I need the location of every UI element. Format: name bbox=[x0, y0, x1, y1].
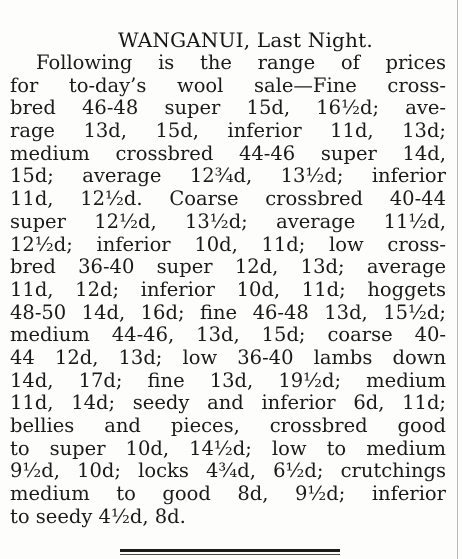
article-line: super 12½d, 13½d; average 11½d, bbox=[10, 209, 446, 233]
article-line: 11d, 12d; inferior 10d, 11d; hoggets bbox=[10, 277, 446, 301]
article-line: Following is the range of prices bbox=[36, 51, 446, 74]
article-body bbox=[10, 52, 446, 528]
article-line: to super 10d, 14½d; low to medium bbox=[10, 436, 446, 460]
column-rule bbox=[457, 0, 458, 559]
column-end-rule-thin bbox=[120, 554, 340, 555]
article-line: rage 13d, 15d, inferior 11d, 13d; bbox=[10, 119, 446, 143]
article-line: 48-50 14d, 16d; fine 46-48 13d, 15½d; bbox=[10, 300, 446, 324]
article-line: 9½d, 10d; locks 4¾d, 6½d; crutchings bbox=[10, 459, 446, 483]
article-line: bellies and pieces, crossbred good bbox=[10, 414, 446, 437]
article-line: 44 12d, 13d; low 36-40 lambs down bbox=[10, 345, 446, 369]
article-headline: WANGANUI, Last Night. bbox=[118, 28, 373, 52]
article-line: medium crossbred 44-46 super 14d, bbox=[10, 141, 446, 165]
article-line: 15d; average 12¾d, 13½d; inferior bbox=[10, 164, 446, 188]
article-line: for to-day’s wool sale—Fine cross- bbox=[10, 73, 446, 97]
article-line: 14d, 17d; fine 13d, 19½d; medium bbox=[10, 368, 446, 392]
article-line: to seedy 4½d, 8d. bbox=[10, 504, 186, 528]
article-line: 12½d; inferior 10d, 11d; low cross- bbox=[10, 232, 446, 256]
article-line: bred 36-40 super 12d, 13d; average bbox=[10, 255, 446, 279]
article-line: bred 46-48 super 15d, 16½d; ave- bbox=[10, 96, 446, 120]
article-line: medium 44-46, 13d, 15d; coarse 40- bbox=[10, 323, 446, 347]
article-line: 11d, 14d; seedy and inferior 6d, 11d; bbox=[10, 391, 446, 415]
article-line: medium to good 8d, 9½d; inferior bbox=[10, 482, 446, 506]
article-line: 11d, 12½d. Coarse crossbred 40-44 bbox=[10, 187, 446, 211]
column-end-rule bbox=[120, 549, 340, 552]
